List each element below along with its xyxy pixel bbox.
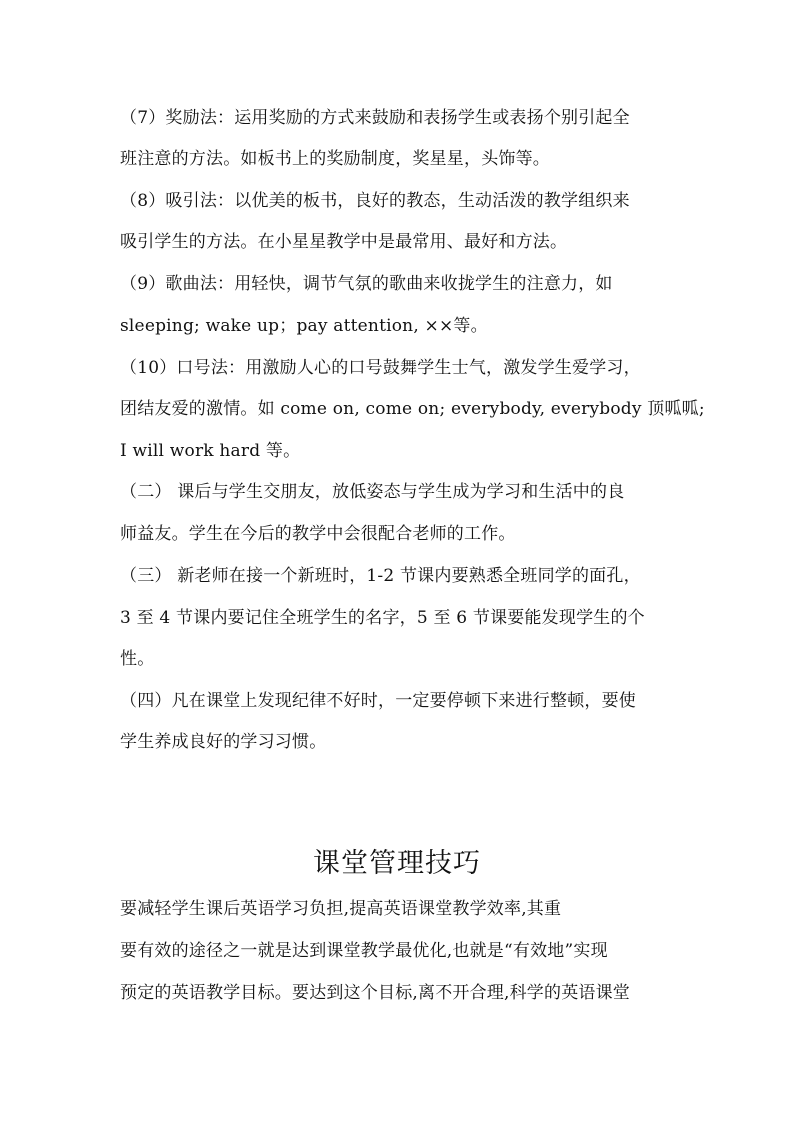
paragraph-line: 要减轻学生课后英语学习负担,提高英语课堂教学效率,其重 — [120, 899, 562, 919]
paragraph-line: I will work hard 等。 — [120, 441, 301, 461]
paragraph-line: 班注意的方法。如板书上的奖励制度，奖星星，头饰等。 — [120, 149, 550, 169]
paragraph-line: 3 至 4 节课内要记住全班学生的名字，5 至 6 节课要能发现学生的个 — [120, 608, 645, 628]
paragraph-line: （7）奖励法：运用奖励的方式来鼓励和表扬学生或表扬个别引起全 — [120, 108, 630, 128]
paragraph-line: 预定的英语教学目标。要达到这个目标,离不开合理,科学的英语课堂 — [120, 983, 631, 1003]
paragraph-line: （四）凡在课堂上发现纪律不好时，一定要停顿下来进行整顿，要使 — [120, 691, 636, 711]
paragraph-line: （10）口号法：用激励人心的口号鼓舞学生士气，激发学生爱学习， — [120, 358, 641, 378]
paragraph-line: （9）歌曲法：用轻快，调节气氛的歌曲来收拢学生的注意力，如 — [120, 274, 613, 294]
paragraph-line: 团结友爱的激情。如 come on, come on; everybody, everybody 顶呱呱; — [120, 399, 705, 419]
paragraph-line: sleeping; wake up；pay attention, ××等。 — [120, 316, 488, 336]
paragraph-line: 要有效的途径之一就是达到课堂教学最优化,也就是“有效地”实现 — [120, 941, 608, 961]
paragraph-line: 学生养成良好的学习习惯。 — [120, 732, 327, 752]
paragraph-line: 性。 — [120, 649, 155, 669]
paragraph-line: 师益友。学生在今后的教学中会很配合老师的工作。 — [120, 524, 516, 544]
paragraph-line: 吸引学生的方法。在小星星教学中是最常用、最好和方法。 — [120, 232, 568, 252]
paragraph-line: （8）吸引法：以优美的板书，良好的教态，生动活泼的教学组织来 — [120, 191, 630, 211]
section-title: 课堂管理技巧 — [313, 848, 481, 879]
paragraph-line: （二） 课后与学生交朋友，放低姿态与学生成为学习和生活中的良 — [120, 482, 625, 502]
paragraph-line: （三） 新老师在接一个新班时，1-2 节课内要熟悉全班同学的面孔， — [120, 566, 641, 586]
